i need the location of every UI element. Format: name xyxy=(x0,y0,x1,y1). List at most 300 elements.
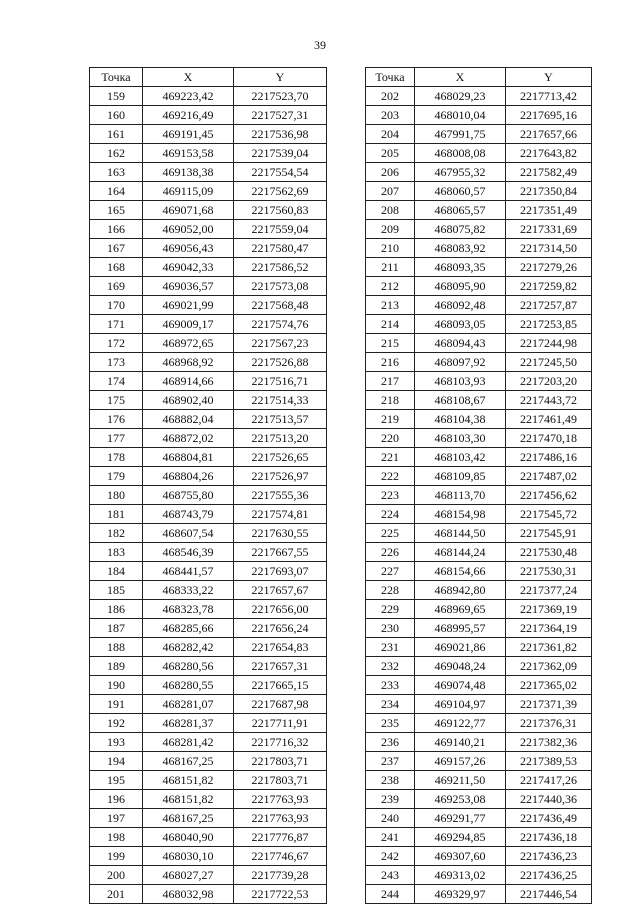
table-row xyxy=(90,448,327,467)
table-row xyxy=(90,258,327,277)
y-coordinate-cell: 2217574,76 xyxy=(234,315,327,334)
table-row xyxy=(366,657,592,676)
point-number-cell: 162 xyxy=(90,144,143,163)
point-number-cell: 169 xyxy=(90,277,143,296)
point-number-cell: 174 xyxy=(90,372,143,391)
point-number-cell: 238 xyxy=(366,771,415,790)
point-number-cell: 197 xyxy=(90,809,143,828)
y-coordinate-cell: 2217257,87 xyxy=(506,296,592,315)
table-row xyxy=(90,638,327,657)
x-coordinate-cell: 468872,02 xyxy=(143,429,234,448)
table-row xyxy=(90,714,327,733)
x-coordinate-cell: 469122,77 xyxy=(415,714,506,733)
y-coordinate-cell: 2217526,88 xyxy=(234,353,327,372)
y-coordinate-cell: 2217722,53 xyxy=(234,885,327,904)
y-coordinate-cell: 2217279,26 xyxy=(506,258,592,277)
table-row xyxy=(366,619,592,638)
point-number-cell: 218 xyxy=(366,391,415,410)
x-coordinate-cell: 469216,49 xyxy=(143,106,234,125)
y-coordinate-cell: 2217513,57 xyxy=(234,410,327,429)
table-row xyxy=(90,790,327,809)
x-coordinate-cell: 468144,24 xyxy=(415,543,506,562)
x-coordinate-cell: 469307,60 xyxy=(415,847,506,866)
point-number-cell: 198 xyxy=(90,828,143,847)
y-coordinate-cell: 2217203,20 xyxy=(506,372,592,391)
coordinates-table-left xyxy=(89,67,327,904)
header-point: Точка xyxy=(90,68,143,87)
x-coordinate-cell: 469115,09 xyxy=(143,182,234,201)
point-number-cell: 219 xyxy=(366,410,415,429)
point-number-cell: 239 xyxy=(366,790,415,809)
table-row xyxy=(366,581,592,600)
x-coordinate-cell: 468607,54 xyxy=(143,524,234,543)
point-number-cell: 201 xyxy=(90,885,143,904)
x-coordinate-cell: 469021,86 xyxy=(415,638,506,657)
y-coordinate-cell: 2217567,23 xyxy=(234,334,327,353)
page-number: 39 xyxy=(314,38,326,52)
point-number-cell: 179 xyxy=(90,467,143,486)
point-number-cell: 226 xyxy=(366,543,415,562)
x-coordinate-cell: 469071,68 xyxy=(143,201,234,220)
y-coordinate-cell: 2217516,71 xyxy=(234,372,327,391)
point-number-cell: 191 xyxy=(90,695,143,714)
table-row xyxy=(90,847,327,866)
table-row xyxy=(366,828,592,847)
y-coordinate-cell: 2217711,91 xyxy=(234,714,327,733)
x-coordinate-cell: 469074,48 xyxy=(415,676,506,695)
x-coordinate-cell: 467991,75 xyxy=(415,125,506,144)
table-row xyxy=(90,296,327,315)
x-coordinate-cell: 469157,26 xyxy=(415,752,506,771)
y-coordinate-cell: 2217568,48 xyxy=(234,296,327,315)
table-row xyxy=(90,410,327,429)
x-coordinate-cell: 468804,81 xyxy=(143,448,234,467)
table-row xyxy=(366,277,592,296)
y-coordinate-cell: 2217382,36 xyxy=(506,733,592,752)
y-coordinate-cell: 2217362,09 xyxy=(506,657,592,676)
point-number-cell: 185 xyxy=(90,581,143,600)
point-number-cell: 170 xyxy=(90,296,143,315)
y-coordinate-cell: 2217573,08 xyxy=(234,277,327,296)
x-coordinate-cell: 468755,80 xyxy=(143,486,234,505)
x-coordinate-cell: 468103,42 xyxy=(415,448,506,467)
header-y: Y xyxy=(234,68,327,87)
point-number-cell: 217 xyxy=(366,372,415,391)
x-coordinate-cell: 468441,57 xyxy=(143,562,234,581)
table-row xyxy=(366,239,592,258)
table-row xyxy=(366,562,592,581)
x-coordinate-cell: 468103,30 xyxy=(415,429,506,448)
point-number-cell: 163 xyxy=(90,163,143,182)
x-coordinate-cell: 469138,38 xyxy=(143,163,234,182)
coordinates-table-right xyxy=(365,67,592,904)
point-number-cell: 236 xyxy=(366,733,415,752)
table-header-row xyxy=(90,68,327,87)
y-coordinate-cell: 2217369,19 xyxy=(506,600,592,619)
y-coordinate-cell: 2217350,84 xyxy=(506,182,592,201)
point-number-cell: 227 xyxy=(366,562,415,581)
y-coordinate-cell: 2217514,33 xyxy=(234,391,327,410)
table-row xyxy=(90,562,327,581)
y-coordinate-cell: 2217776,87 xyxy=(234,828,327,847)
y-coordinate-cell: 2217526,65 xyxy=(234,448,327,467)
y-coordinate-cell: 2217436,18 xyxy=(506,828,592,847)
x-coordinate-cell: 468010,04 xyxy=(415,106,506,125)
point-number-cell: 161 xyxy=(90,125,143,144)
point-number-cell: 195 xyxy=(90,771,143,790)
point-number-cell: 177 xyxy=(90,429,143,448)
table-row xyxy=(366,410,592,429)
y-coordinate-cell: 2217526,97 xyxy=(234,467,327,486)
x-coordinate-cell: 468882,04 xyxy=(143,410,234,429)
table-row xyxy=(366,334,592,353)
x-coordinate-cell: 468151,82 xyxy=(143,771,234,790)
x-coordinate-cell: 468280,56 xyxy=(143,657,234,676)
point-number-cell: 229 xyxy=(366,600,415,619)
x-coordinate-cell: 468969,65 xyxy=(415,600,506,619)
point-number-cell: 210 xyxy=(366,239,415,258)
table-row xyxy=(90,201,327,220)
point-number-cell: 221 xyxy=(366,448,415,467)
x-coordinate-cell: 469153,58 xyxy=(143,144,234,163)
x-coordinate-cell: 469223,42 xyxy=(143,87,234,106)
point-number-cell: 206 xyxy=(366,163,415,182)
y-coordinate-cell: 2217486,16 xyxy=(506,448,592,467)
table-row xyxy=(366,201,592,220)
y-coordinate-cell: 2217713,42 xyxy=(506,87,592,106)
table-row xyxy=(90,657,327,676)
x-coordinate-cell: 469140,21 xyxy=(415,733,506,752)
x-coordinate-cell: 468008,08 xyxy=(415,144,506,163)
table-row xyxy=(90,486,327,505)
y-coordinate-cell: 2217487,02 xyxy=(506,467,592,486)
table-row xyxy=(90,581,327,600)
point-number-cell: 200 xyxy=(90,866,143,885)
x-coordinate-cell: 469036,57 xyxy=(143,277,234,296)
x-coordinate-cell: 468154,66 xyxy=(415,562,506,581)
y-coordinate-cell: 2217436,23 xyxy=(506,847,592,866)
y-coordinate-cell: 2217665,15 xyxy=(234,676,327,695)
y-coordinate-cell: 2217389,53 xyxy=(506,752,592,771)
y-coordinate-cell: 2217657,66 xyxy=(506,125,592,144)
point-number-cell: 172 xyxy=(90,334,143,353)
point-number-cell: 207 xyxy=(366,182,415,201)
point-number-cell: 194 xyxy=(90,752,143,771)
table-row xyxy=(366,752,592,771)
point-number-cell: 220 xyxy=(366,429,415,448)
header-point: Точка xyxy=(366,68,415,87)
x-coordinate-cell: 468097,92 xyxy=(415,353,506,372)
point-number-cell: 167 xyxy=(90,239,143,258)
point-number-cell: 193 xyxy=(90,733,143,752)
table-row xyxy=(366,87,592,106)
x-coordinate-cell: 467955,32 xyxy=(415,163,506,182)
y-coordinate-cell: 2217361,82 xyxy=(506,638,592,657)
table-row xyxy=(366,106,592,125)
table-row xyxy=(90,144,327,163)
x-coordinate-cell: 468285,66 xyxy=(143,619,234,638)
x-coordinate-cell: 468093,35 xyxy=(415,258,506,277)
y-coordinate-cell: 2217365,02 xyxy=(506,676,592,695)
table-row xyxy=(90,543,327,562)
point-number-cell: 202 xyxy=(366,87,415,106)
point-number-cell: 171 xyxy=(90,315,143,334)
y-coordinate-cell: 2217803,71 xyxy=(234,771,327,790)
y-coordinate-cell: 2217436,25 xyxy=(506,866,592,885)
table-row xyxy=(366,505,592,524)
point-number-cell: 213 xyxy=(366,296,415,315)
header-x: X xyxy=(415,68,506,87)
table-row xyxy=(366,182,592,201)
x-coordinate-cell: 468103,93 xyxy=(415,372,506,391)
point-number-cell: 189 xyxy=(90,657,143,676)
x-coordinate-cell: 468546,39 xyxy=(143,543,234,562)
point-number-cell: 216 xyxy=(366,353,415,372)
table-row xyxy=(90,87,327,106)
point-number-cell: 233 xyxy=(366,676,415,695)
x-coordinate-cell: 468095,90 xyxy=(415,277,506,296)
table-row xyxy=(366,353,592,372)
table-row xyxy=(90,391,327,410)
x-coordinate-cell: 469191,45 xyxy=(143,125,234,144)
table-row xyxy=(90,524,327,543)
x-coordinate-cell: 468083,92 xyxy=(415,239,506,258)
table-row xyxy=(366,258,592,277)
x-coordinate-cell: 468968,92 xyxy=(143,353,234,372)
table-row xyxy=(90,239,327,258)
table-row xyxy=(90,866,327,885)
x-coordinate-cell: 468032,98 xyxy=(143,885,234,904)
point-number-cell: 204 xyxy=(366,125,415,144)
table-row xyxy=(90,220,327,239)
point-number-cell: 243 xyxy=(366,866,415,885)
x-coordinate-cell: 468995,57 xyxy=(415,619,506,638)
header-x: X xyxy=(143,68,234,87)
table-row xyxy=(90,619,327,638)
point-number-cell: 168 xyxy=(90,258,143,277)
y-coordinate-cell: 2217331,69 xyxy=(506,220,592,239)
point-number-cell: 188 xyxy=(90,638,143,657)
x-coordinate-cell: 468323,78 xyxy=(143,600,234,619)
x-coordinate-cell: 468029,23 xyxy=(415,87,506,106)
point-number-cell: 225 xyxy=(366,524,415,543)
x-coordinate-cell: 468281,42 xyxy=(143,733,234,752)
table-row xyxy=(366,543,592,562)
x-coordinate-cell: 468804,26 xyxy=(143,467,234,486)
point-number-cell: 231 xyxy=(366,638,415,657)
x-coordinate-cell: 468743,79 xyxy=(143,505,234,524)
y-coordinate-cell: 2217667,55 xyxy=(234,543,327,562)
point-number-cell: 175 xyxy=(90,391,143,410)
y-coordinate-cell: 2217443,72 xyxy=(506,391,592,410)
table-row xyxy=(90,885,327,904)
y-coordinate-cell: 2217417,26 xyxy=(506,771,592,790)
y-coordinate-cell: 2217371,39 xyxy=(506,695,592,714)
x-coordinate-cell: 468280,55 xyxy=(143,676,234,695)
table-row xyxy=(90,429,327,448)
point-number-cell: 176 xyxy=(90,410,143,429)
x-coordinate-cell: 468093,05 xyxy=(415,315,506,334)
point-number-cell: 208 xyxy=(366,201,415,220)
point-number-cell: 240 xyxy=(366,809,415,828)
point-number-cell: 215 xyxy=(366,334,415,353)
y-coordinate-cell: 2217656,00 xyxy=(234,600,327,619)
x-coordinate-cell: 469021,99 xyxy=(143,296,234,315)
x-coordinate-cell: 468065,57 xyxy=(415,201,506,220)
x-coordinate-cell: 468113,70 xyxy=(415,486,506,505)
x-coordinate-cell: 469104,97 xyxy=(415,695,506,714)
x-coordinate-cell: 469253,08 xyxy=(415,790,506,809)
y-coordinate-cell: 2217687,98 xyxy=(234,695,327,714)
x-coordinate-cell: 468094,43 xyxy=(415,334,506,353)
table-row xyxy=(366,296,592,315)
table-row xyxy=(366,790,592,809)
y-coordinate-cell: 2217351,49 xyxy=(506,201,592,220)
table-row xyxy=(366,847,592,866)
table-row xyxy=(90,505,327,524)
table-row xyxy=(90,125,327,144)
y-coordinate-cell: 2217654,83 xyxy=(234,638,327,657)
x-coordinate-cell: 468108,67 xyxy=(415,391,506,410)
table-row xyxy=(90,277,327,296)
point-number-cell: 178 xyxy=(90,448,143,467)
table-row xyxy=(366,391,592,410)
y-coordinate-cell: 2217657,31 xyxy=(234,657,327,676)
table-row xyxy=(90,467,327,486)
point-number-cell: 228 xyxy=(366,581,415,600)
point-number-cell: 205 xyxy=(366,144,415,163)
y-coordinate-cell: 2217695,16 xyxy=(506,106,592,125)
table-row xyxy=(366,885,592,904)
x-coordinate-cell: 468972,65 xyxy=(143,334,234,353)
table-row xyxy=(90,163,327,182)
point-number-cell: 222 xyxy=(366,467,415,486)
point-number-cell: 165 xyxy=(90,201,143,220)
table-row xyxy=(366,733,592,752)
point-number-cell: 182 xyxy=(90,524,143,543)
table-row xyxy=(90,771,327,790)
y-coordinate-cell: 2217763,93 xyxy=(234,790,327,809)
x-coordinate-cell: 469211,50 xyxy=(415,771,506,790)
table-row xyxy=(366,524,592,543)
x-coordinate-cell: 469294,85 xyxy=(415,828,506,847)
point-number-cell: 244 xyxy=(366,885,415,904)
table-row xyxy=(366,695,592,714)
point-number-cell: 180 xyxy=(90,486,143,505)
point-number-cell: 242 xyxy=(366,847,415,866)
y-coordinate-cell: 2217763,93 xyxy=(234,809,327,828)
x-coordinate-cell: 468167,25 xyxy=(143,752,234,771)
table-row xyxy=(366,163,592,182)
point-number-cell: 159 xyxy=(90,87,143,106)
table-row xyxy=(366,220,592,239)
table-row xyxy=(366,638,592,657)
table-row xyxy=(366,771,592,790)
table-row xyxy=(366,448,592,467)
y-coordinate-cell: 2217470,18 xyxy=(506,429,592,448)
x-coordinate-cell: 468282,42 xyxy=(143,638,234,657)
table-row xyxy=(366,429,592,448)
y-coordinate-cell: 2217545,72 xyxy=(506,505,592,524)
y-coordinate-cell: 2217377,24 xyxy=(506,581,592,600)
table-row xyxy=(366,866,592,885)
point-number-cell: 211 xyxy=(366,258,415,277)
y-coordinate-cell: 2217536,98 xyxy=(234,125,327,144)
y-coordinate-cell: 2217314,50 xyxy=(506,239,592,258)
y-coordinate-cell: 2217716,32 xyxy=(234,733,327,752)
header-y: Y xyxy=(506,68,592,87)
table-header-row xyxy=(366,68,592,87)
point-number-cell: 160 xyxy=(90,106,143,125)
x-coordinate-cell: 468154,98 xyxy=(415,505,506,524)
point-number-cell: 241 xyxy=(366,828,415,847)
table-row xyxy=(366,676,592,695)
point-number-cell: 235 xyxy=(366,714,415,733)
x-coordinate-cell: 469313,02 xyxy=(415,866,506,885)
x-coordinate-cell: 468030,10 xyxy=(143,847,234,866)
y-coordinate-cell: 2217253,85 xyxy=(506,315,592,334)
y-coordinate-cell: 2217656,24 xyxy=(234,619,327,638)
point-number-cell: 209 xyxy=(366,220,415,239)
y-coordinate-cell: 2217560,83 xyxy=(234,201,327,220)
point-number-cell: 224 xyxy=(366,505,415,524)
y-coordinate-cell: 2217376,31 xyxy=(506,714,592,733)
x-coordinate-cell: 468027,27 xyxy=(143,866,234,885)
x-coordinate-cell: 469291,77 xyxy=(415,809,506,828)
y-coordinate-cell: 2217523,70 xyxy=(234,87,327,106)
table-row xyxy=(90,334,327,353)
x-coordinate-cell: 468902,40 xyxy=(143,391,234,410)
table-row xyxy=(90,315,327,334)
x-coordinate-cell: 468914,66 xyxy=(143,372,234,391)
y-coordinate-cell: 2217461,49 xyxy=(506,410,592,429)
y-coordinate-cell: 2217446,54 xyxy=(506,885,592,904)
y-coordinate-cell: 2217693,07 xyxy=(234,562,327,581)
point-number-cell: 203 xyxy=(366,106,415,125)
point-number-cell: 232 xyxy=(366,657,415,676)
y-coordinate-cell: 2217580,47 xyxy=(234,239,327,258)
x-coordinate-cell: 468151,82 xyxy=(143,790,234,809)
table-row xyxy=(90,600,327,619)
y-coordinate-cell: 2217746,67 xyxy=(234,847,327,866)
y-coordinate-cell: 2217259,82 xyxy=(506,277,592,296)
point-number-cell: 192 xyxy=(90,714,143,733)
point-number-cell: 214 xyxy=(366,315,415,334)
x-coordinate-cell: 468040,90 xyxy=(143,828,234,847)
table-row xyxy=(90,695,327,714)
x-coordinate-cell: 469048,24 xyxy=(415,657,506,676)
x-coordinate-cell: 468075,82 xyxy=(415,220,506,239)
x-coordinate-cell: 468167,25 xyxy=(143,809,234,828)
point-number-cell: 223 xyxy=(366,486,415,505)
x-coordinate-cell: 469056,43 xyxy=(143,239,234,258)
table-row xyxy=(366,125,592,144)
y-coordinate-cell: 2217803,71 xyxy=(234,752,327,771)
y-coordinate-cell: 2217440,36 xyxy=(506,790,592,809)
y-coordinate-cell: 2217530,48 xyxy=(506,543,592,562)
y-coordinate-cell: 2217245,50 xyxy=(506,353,592,372)
y-coordinate-cell: 2217554,54 xyxy=(234,163,327,182)
point-number-cell: 234 xyxy=(366,695,415,714)
table-row xyxy=(366,486,592,505)
y-coordinate-cell: 2217582,49 xyxy=(506,163,592,182)
table-row xyxy=(90,106,327,125)
y-coordinate-cell: 2217739,28 xyxy=(234,866,327,885)
x-coordinate-cell: 469042,33 xyxy=(143,258,234,277)
y-coordinate-cell: 2217539,04 xyxy=(234,144,327,163)
x-coordinate-cell: 468060,57 xyxy=(415,182,506,201)
y-coordinate-cell: 2217586,52 xyxy=(234,258,327,277)
